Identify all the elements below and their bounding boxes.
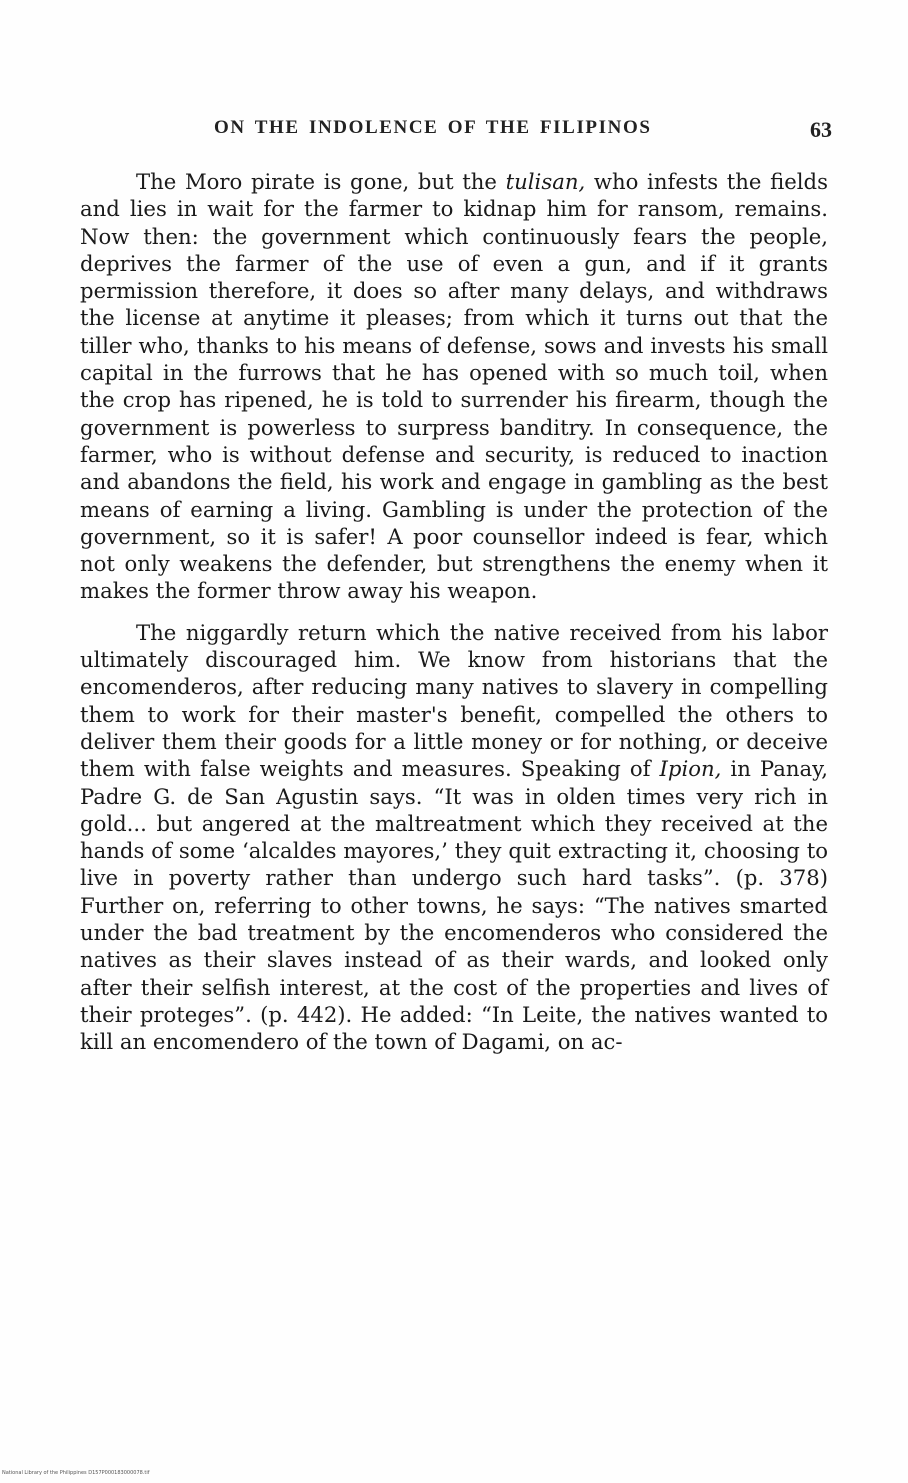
paragraph-2-text-a: The niggardly return which the native received from his labor ultimately discouraged him. We know from historians that the encomenderos, after reducing many natives to slavery in compelling them to work for their master's benefit, compelled the others to deliver them their goods for a little money or for nothing, or deceive them with false weights and measures. Speaking of [80, 619, 828, 782]
scan-credit: National Library of the Philippines D157P000183000078.tif [2, 1470, 150, 1476]
italic-term-tulisan: tulisan, [505, 169, 586, 194]
page-number: 63 [810, 117, 832, 142]
running-title: ON THE INDOLENCE OF THE FILIPINOS [214, 117, 652, 138]
paragraph-1 [80, 168, 828, 605]
paragraph-1-text-a: The Moro pirate is gone, but the [136, 169, 506, 194]
paragraph-2 [80, 619, 828, 1056]
paragraph-1-text-b: who infests the fields and lies in wait for the farmer to kidnap him for ransom, remains. Now then: the government which continuously fears the people, deprives the farmer of the use of even a gun, and if it grants permission therefore, it does so after many delays, and withdraws the license at anytime it pleases; from which it turns out that the tiller who, thanks to his means of defense, sows and invests his small capital in the furrows that he has opened with so much toil, when the crop has ripened, he is told to surrender his firearm, though the government is powerless to surpress banditry. In consequence, the farmer, who is without defense and security, is reduced to inaction and abandons the field, his work and engage in gambling as the best means of earning a living. Gambling is under the protection of the government, so it is safer! A poor counsellor indeed is fear, which not only weakens the defender, but strengthens the enemy when it makes the former throw away his weapon. [80, 169, 828, 604]
running-head [82, 117, 834, 151]
body-text [80, 168, 828, 1056]
paragraph-2-text-b: in Panay, Padre G. de San Agustin says. “It was in olden times very rich in gold... but angered at the maltreatment which they received at the hands of some ‘alcaldes mayores,’ they quit extracting it, choosing to live in poverty rather than undergo such hard tasks”. (p. 378) Further on, referring to other towns, he says: “The natives smarted under the bad treatment by the encomenderos who considered the natives as their slaves instead of as their wards, and looked only after their selfish interest, at the cost of the properties and lives of their proteges”. (p. 442). He added: “In Leite, the natives wanted to kill an encomendero of the town of Dagami, on ac- [80, 756, 828, 1055]
italic-term-ipion: Ipion, [659, 756, 722, 782]
